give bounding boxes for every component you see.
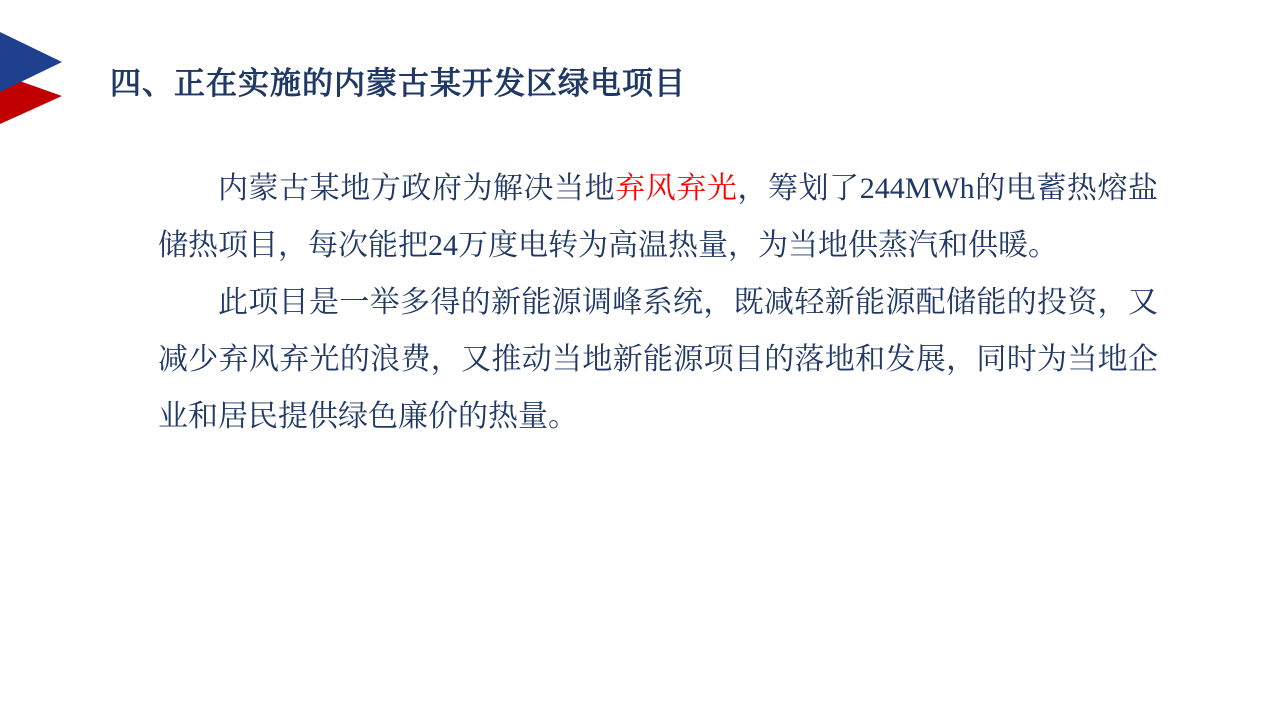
paragraph-1-segment-1: 内蒙古某地方政府为解决当地	[218, 172, 616, 205]
paragraph-2	[158, 274, 1158, 445]
paragraph-1-segment-3: ，筹划了244MWh的电蓄热熔盐储热项目，每次能把24万度电转为高温热量，为当地供蒸汽和供暖。	[158, 172, 1159, 262]
paragraph-1-highlight: 弃风弃光	[615, 172, 738, 205]
blue-arrow-red-wedge-icon	[0, 28, 78, 128]
slide-body	[158, 160, 1158, 445]
paragraph-2-segment-1: 此项目是一举多得的新能源调峰系统，既减轻新能源配储能的投资，又减少弃风弃光的浪费，又推动当地新能源项目的落地和发展，同时为当地企业和居民提供绿色廉价的热量。	[158, 286, 1158, 433]
paragraph-1	[158, 160, 1158, 274]
page-title: 四、正在实施的内蒙古某开发区绿电项目	[110, 66, 686, 101]
